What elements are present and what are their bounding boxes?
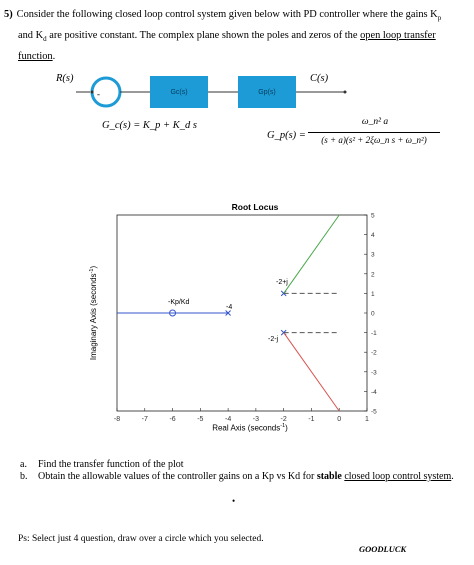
controller-block: Gc(s) — [150, 76, 208, 108]
x-tick-label: -7 — [141, 416, 148, 423]
sum-minus-sign: - — [97, 89, 100, 99]
x-tick-label: 0 — [337, 416, 342, 423]
plant-equation-numerator: ω_n² a — [361, 117, 389, 127]
question-text: 5) Consider the following closed loop control system given below with PD controller where the gains $K_p$ and $K_d$ are positive constant. The complex plane shown the poles and zeros of the open loop transfer function. — [4, 9, 442, 63]
y-axis-label: Imaginary Axis (seconds$^{-1}$) — [89, 265, 98, 361]
x-tick-label: -8 — [113, 416, 121, 423]
y-tick-label: 5 — [371, 212, 375, 220]
y-tick-label: 2 — [371, 271, 375, 279]
y-tick-label: -5 — [371, 408, 377, 416]
y-tick-label: -2 — [371, 349, 377, 357]
task-list — [20, 459, 460, 483]
open-loop-link-b: function — [18, 51, 53, 63]
y-tick-label: 4 — [371, 232, 375, 240]
chart-title: Root Locus — [231, 202, 279, 212]
plant-block: Gp(s) — [238, 76, 296, 108]
x-tick-label: -4 — [224, 416, 232, 423]
bullet-dot: • — [232, 496, 236, 506]
question-number: 5) — [4, 9, 13, 20]
task-item: b. Obtain the allowable values of the controller gains on a Kp vs Kd for stable closed loop control system. — [20, 471, 454, 482]
plant-equation-lhs: G_p(s) = — [267, 130, 306, 141]
task-item: a. Find the transfer function of the plot — [20, 459, 184, 470]
pole-lower-annotation: -2-j — [268, 336, 279, 343]
open-loop-link-a: open loop transfer — [360, 30, 436, 42]
locus-branch — [284, 215, 340, 293]
footer-note: Ps: Select just 4 question, draw over a circle which you selected. — [18, 534, 264, 544]
y-tick-label: 1 — [371, 290, 375, 298]
pole-real-annotation: -4 — [226, 304, 233, 311]
y-tick-label: -1 — [371, 330, 377, 338]
pole-upper-annotation: -2+j — [276, 279, 288, 286]
output-label: C(s) — [310, 73, 329, 84]
y-tick-label: 0 — [371, 310, 375, 318]
y-tick-label: -3 — [371, 369, 377, 377]
zero-annotation: -Kp/Kd — [168, 299, 190, 306]
signoff: GOODLUCK — [359, 544, 407, 554]
y-tick-label: 3 — [371, 251, 375, 259]
x-tick-label: -3 — [252, 416, 260, 423]
input-label: R(s) — [56, 73, 74, 84]
locus-branch — [284, 333, 340, 411]
x-tick-label: -5 — [197, 416, 204, 423]
x-tick-label: -2 — [280, 416, 287, 423]
y-tick-label: -4 — [371, 388, 377, 396]
controller-equation: G_c(s) = K_p + K_d s — [102, 120, 197, 131]
x-tick-label: -1 — [308, 416, 315, 423]
x-axis-label: Real Axis (seconds$^{-1}$) — [212, 423, 288, 433]
x-tick-label: 1 — [365, 416, 369, 423]
x-tick-label: -6 — [169, 416, 176, 423]
plant-equation-denominator: (s + a)(s² + 2ξω_n s + ω_n²) — [321, 135, 427, 145]
